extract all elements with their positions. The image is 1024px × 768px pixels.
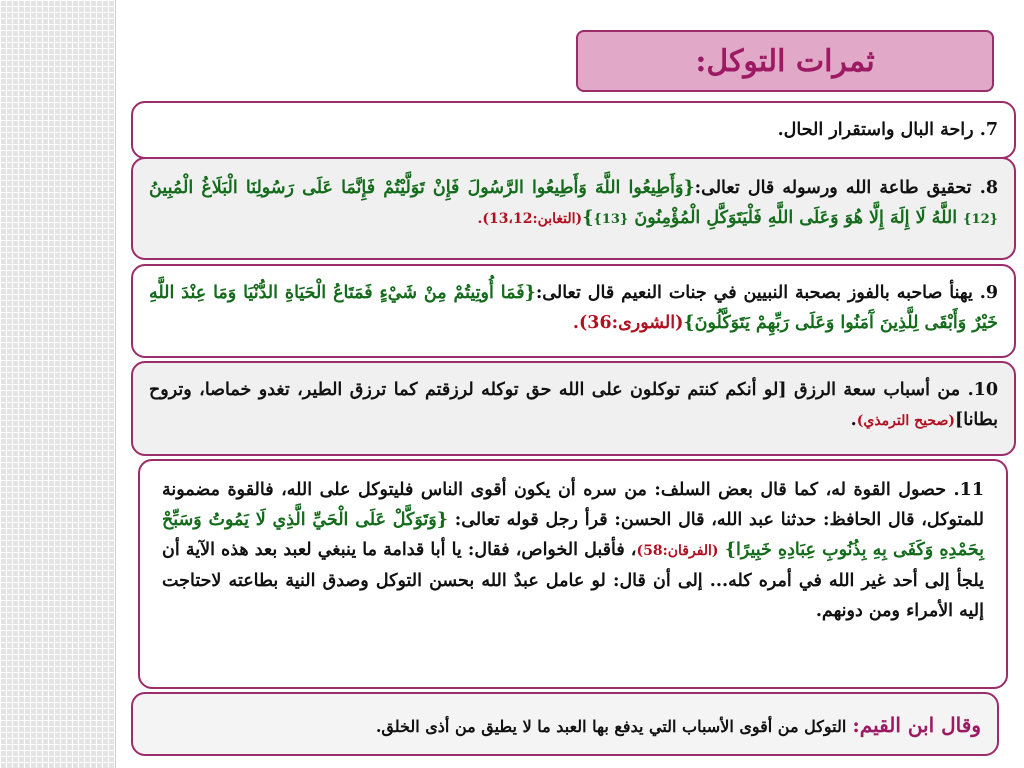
item-8-verse-part1: {وَأَطِيعُوا اللَّهَ وَأَطِيعُوا الرَّسُولَ فَإِنْ تَوَلَّيْتُمْ فَإِنَّمَا عَلَى رَسُولِنَا الْبَلَاغُ الْمُبِينُ: [149, 178, 695, 198]
item-9-card: [131, 264, 1016, 358]
item-11-reference: (الفرقان:58): [636, 543, 719, 559]
item-9-intro: يهنأ صاحبه بالفوز بصحبة النبيين في جنات النعيم قال تعالى:: [535, 283, 973, 303]
item-7-text: راحة البال واستقرار الحال.: [777, 120, 974, 140]
item-10-end-dot: .: [850, 410, 857, 430]
ibn-qayyim-card: [131, 692, 999, 756]
item-11-continuation: ، فأقبل الخواص، فقال: يا أبا قدامة ما ينبغي لعبد بعد هذه الآية أن يلجأ إلى أحد غير الله في أمره كله... إلى أن قال: لو عامل عبدٌ الله بحسن التوكل وصدق النية بطاعته لاحتاجت إليه الأمراء ومن دونهم.: [162, 540, 984, 621]
item-11-intro: حصول القوة له، كما قال بعض السلف: من سره أن يكون أقوى الناس فليتوكل على الله، فالقوة مضمونة للمتوكل، قال الحافظ: حدثنا عبد الله، قال الحسن: قرأ رجل قوله تعالى:: [162, 480, 985, 530]
item-8-number: 8.: [979, 178, 998, 198]
item-7-card: [131, 101, 1016, 159]
side-pattern-decoration: [0, 0, 116, 768]
item-10-reference: (صحيح الترمذي): [856, 413, 955, 429]
item-9-reference: (الشورى:36).: [572, 313, 684, 333]
item-8-verse-close: }: [582, 208, 594, 228]
item-10-intro: من أسباب سعة الرزق: [794, 380, 961, 400]
item-8-card: [131, 157, 1016, 260]
item-11-number: 11.: [953, 480, 984, 500]
item-8-verse-number-12: {12}: [963, 212, 998, 227]
item-8-intro: تحقيق طاعة الله ورسوله قال تعالى:: [694, 178, 972, 198]
item-8-verse-part2: اللَّهُ لَا إِلَهَ إِلَّا هُوَ وَعَلَى اللَّهِ فَلْيَتَوَكَّلِ الْمُؤْمِنُونَ: [634, 208, 958, 228]
item-9-verse: {فَمَا أُوتِيتُمْ مِنْ شَيْءٍ فَمَتَاعُ الْحَيَاةِ الدُّنْيَا وَمَا عِنْدَ اللَّهِ خَيْرٌ وَأَبْقَى لِلَّذِينَ آَمَنُوا وَعَلَى رَبِّهِمْ يَتَوَكَّلُونَ}: [149, 283, 998, 333]
item-10-card: [131, 361, 1016, 456]
item-11-card: [138, 459, 1008, 689]
item-10-number: 10.: [967, 380, 999, 400]
item-9-number: 9.: [979, 283, 999, 303]
slide-title: ثمرات التوكل:: [695, 43, 875, 79]
ibn-qayyim-label: وقال ابن القيم:: [852, 713, 981, 737]
item-10-hadith: [لو أنكم كنتم توكلون على الله حق توكله لرزقتم كما ترزق الطير، تغدو خماصا، وتروح بطانا]: [149, 380, 998, 430]
title-box: [576, 30, 994, 92]
ibn-qayyim-quote: التوكل من أقوى الأسباب التي يدفع بها العبد ما لا يطيق من أذى الخلق.: [375, 717, 847, 736]
item-8-reference: (التغابن:13،12).: [477, 211, 583, 227]
item-7-number: 7.: [979, 120, 998, 140]
item-11-verse: {وَتَوَكَّلْ عَلَى الْحَيِّ الَّذِي لَا يَمُوتُ وَسَبِّحْ بِحَمْدِهِ وَكَفَى بِهِ بِذُنُوبِ عِبَادِهِ خَبِيرًا}: [162, 510, 985, 560]
item-8-verse-number-13: {13}: [593, 212, 629, 227]
